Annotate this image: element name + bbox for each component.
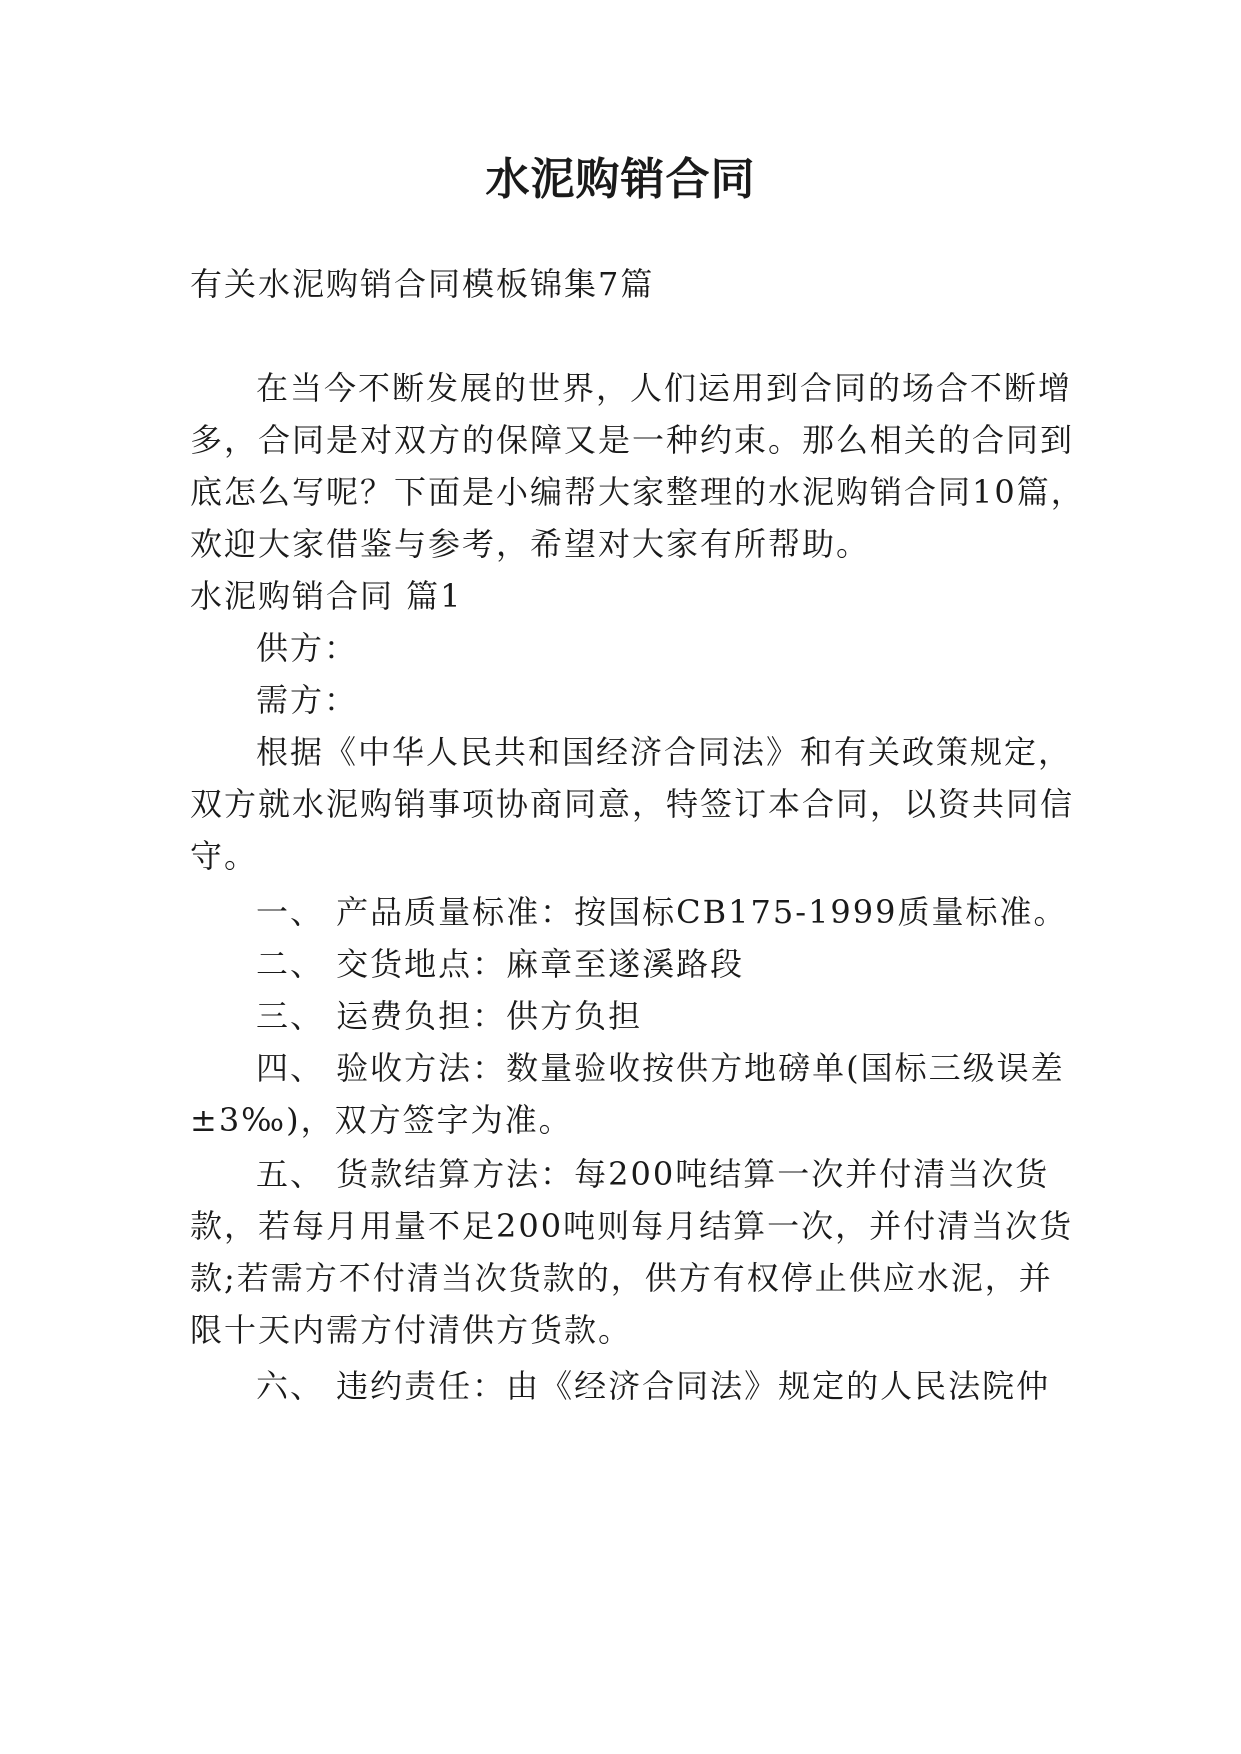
preamble-line-1: 根据《中华人民共和国经济合同法》和有关政策规定，	[256, 733, 1073, 771]
clause-5-line-4: 限十天内需方付清供方货款。	[190, 1311, 633, 1349]
intro-line-3: 底怎么写呢？下面是小编帮大家整理的水泥购销合同10篇，	[190, 473, 1085, 511]
document-subtitle: 有关水泥购销合同模板锦集7篇	[190, 265, 655, 303]
intro-line-1: 在当今不断发展的世界，人们运用到合同的场合不断增	[256, 369, 1073, 407]
clause-1: 一、 产品质量标准：按国标CB175-1999质量标准。	[256, 893, 1068, 931]
buyer-label: 需方：	[256, 681, 359, 719]
supplier-label: 供方：	[256, 629, 359, 667]
clause-2: 二、 交货地点：麻章至遂溪路段	[256, 945, 745, 983]
clause-4-line-2: ±3‰)，双方签字为准。	[190, 1101, 573, 1139]
section-heading: 水泥购销合同 篇1	[190, 577, 463, 615]
intro-line-4: 欢迎大家借鉴与参考，希望对大家有所帮助。	[190, 525, 871, 563]
document-title: 水泥购销合同	[485, 154, 756, 205]
intro-line-2: 多，合同是对双方的保障又是一种约束。那么相关的合同到	[190, 421, 1075, 459]
clause-5-line-1: 五、 货款结算方法：每200吨结算一次并付清当次货	[256, 1155, 1050, 1193]
clause-5-line-3: 款;若需方不付清当次货款的，供方有权停止供应水泥，并	[190, 1259, 1053, 1297]
preamble-line-3: 守。	[190, 837, 259, 875]
clause-4-line-1: 四、 验收方法：数量验收按供方地磅单(国标三级误差	[256, 1049, 1065, 1087]
clause-6: 六、 违约责任：由《经济合同法》规定的人民法院仲	[256, 1367, 1051, 1405]
clause-3: 三、 运费负担：供方负担	[256, 997, 643, 1035]
preamble-line-2: 双方就水泥购销事项协商同意，特签订本合同，以资共同信	[190, 785, 1075, 823]
clause-5-line-2: 款，若每月用量不足200吨则每月结算一次，并付清当次货	[190, 1207, 1074, 1245]
